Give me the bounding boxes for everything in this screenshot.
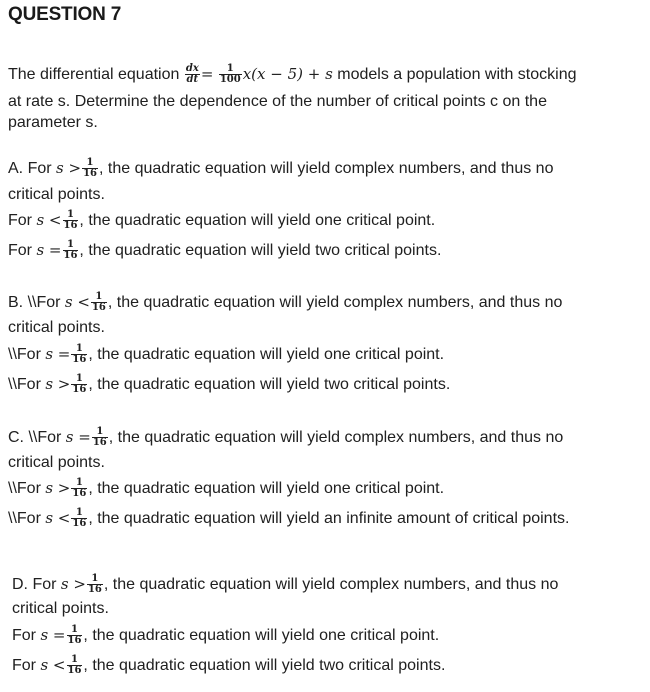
option-a-line-1b: critical points. — [8, 186, 105, 203]
text-segment: For — [12, 627, 36, 644]
text-segment: \\For — [8, 480, 41, 497]
option-b-line-1b: critical points. — [8, 319, 105, 336]
text-segment: , the quadratic equation will yield complex numbers, and thus no — [107, 294, 563, 311]
text-segment: 1 — [67, 655, 83, 666]
option-c-line-2 — [8, 478, 444, 499]
text-segment: , the quadratic equation will yield complex numbers, and thus no — [103, 576, 559, 593]
option-b-line-2 — [8, 344, 444, 365]
text-segment: For — [12, 657, 36, 674]
option-a-line-3 — [8, 240, 441, 261]
text-segment: 1 — [82, 158, 98, 169]
option-d-line-3 — [12, 655, 445, 676]
text-segment: , the quadratic equation will yield an infinite amount of critical points. — [88, 510, 570, 527]
option-c-line-3 — [8, 508, 569, 529]
text-segment: A. For — [8, 160, 52, 177]
one-sixteenth-fraction — [63, 240, 79, 261]
one-sixteenth-fraction — [71, 478, 87, 499]
text-segment: , the quadratic equation will yield one critical point. — [88, 480, 445, 497]
text-segment: 16 — [91, 302, 106, 314]
text-segment: 1 — [71, 508, 87, 519]
math-variable: s < — [36, 211, 62, 229]
text-segment: 16 — [63, 250, 78, 262]
text-segment: 16 — [67, 635, 82, 647]
text-segment: 1 — [219, 64, 242, 75]
text-segment: 1 — [71, 344, 87, 355]
derivative-fraction — [185, 64, 200, 85]
text-segment: 1 — [71, 374, 87, 385]
text-segment: = — [200, 65, 214, 83]
math-variable: s < — [64, 293, 90, 311]
option-c-line-1[interactable] — [8, 427, 563, 448]
math-variable: s = — [40, 626, 66, 644]
question-title: QUESTION 7 — [8, 4, 122, 25]
text-segment: , the quadratic equation will yield two critical points. — [88, 376, 451, 393]
one-sixteenth-fraction — [63, 210, 79, 231]
math-variable: s = — [65, 428, 91, 446]
option-d-line-1b: critical points. — [12, 600, 109, 617]
text-segment: \\For — [8, 346, 41, 363]
text-segment: 100 — [219, 74, 241, 86]
text-segment: 16 — [72, 488, 87, 500]
text-segment: 16 — [67, 665, 82, 677]
option-a-line-1[interactable] — [8, 158, 553, 179]
question-stem-line-1 — [8, 64, 577, 85]
text-segment: B. \\For — [8, 294, 61, 311]
text-segment: 16 — [72, 518, 87, 530]
math-variable: s < — [40, 656, 66, 674]
math-variable: s > — [45, 479, 71, 497]
one-sixteenth-fraction — [67, 625, 83, 646]
math-variable: s = — [45, 345, 71, 363]
text-segment: 1 — [92, 427, 108, 438]
hundredth-fraction — [219, 64, 242, 85]
text-segment: , the quadratic equation will yield complex numbers, and thus no — [108, 429, 564, 446]
one-sixteenth-fraction — [87, 574, 103, 595]
text-segment: C. \\For — [8, 429, 62, 446]
text-segment: D. For — [12, 576, 57, 593]
text-segment: dt — [186, 74, 199, 86]
text-segment: 16 — [92, 437, 107, 449]
text-segment: 1 — [63, 210, 79, 221]
text-segment: \\For — [8, 376, 41, 393]
option-b-line-1[interactable] — [8, 292, 562, 313]
option-c-line-1b: critical points. — [8, 454, 105, 471]
math-variable: s > — [60, 575, 86, 593]
text-segment: , the quadratic equation will yield one critical point. — [88, 346, 445, 363]
text-segment: 1 — [87, 574, 103, 585]
text-segment: \\For — [8, 510, 41, 527]
one-sixteenth-fraction — [71, 344, 87, 365]
one-sixteenth-fraction — [92, 427, 108, 448]
one-sixteenth-fraction — [71, 374, 87, 395]
stem-post: models a population with stocking — [337, 66, 577, 83]
option-d-line-1[interactable] — [12, 574, 558, 595]
text-segment: 16 — [72, 354, 87, 366]
option-a-line-2 — [8, 210, 435, 231]
text-segment: 1 — [91, 292, 107, 303]
text-segment: 16 — [72, 384, 87, 396]
option-b-line-3 — [8, 374, 450, 395]
text-segment: dx — [185, 63, 199, 75]
text-segment: 1 — [71, 478, 87, 489]
text-segment: 16 — [63, 220, 78, 232]
one-sixteenth-fraction — [67, 655, 83, 676]
text-segment: , the quadratic equation will yield one critical point. — [83, 627, 440, 644]
text-segment: For — [8, 242, 32, 259]
text-segment: , the quadratic equation will yield two critical points. — [79, 242, 442, 259]
math-variable: s > — [56, 159, 82, 177]
math-variable: s = — [36, 241, 62, 259]
text-segment: , the quadratic equation will yield two critical points. — [83, 657, 446, 674]
text-segment: 1 — [67, 625, 83, 636]
text-segment: For — [8, 212, 32, 229]
equation-rhs: x(x − 5) + s — [242, 65, 333, 83]
option-d-line-2 — [12, 625, 439, 646]
question-stem-line-2: at rate s. Determine the dependence of the number of critical points c on the — [8, 93, 547, 110]
one-sixteenth-fraction — [71, 508, 87, 529]
math-variable: s < — [45, 509, 71, 527]
text-segment: 1 — [63, 240, 79, 251]
one-sixteenth-fraction — [91, 292, 107, 313]
text-segment: , the quadratic equation will yield one critical point. — [79, 212, 436, 229]
one-sixteenth-fraction — [82, 158, 98, 179]
math-variable: s > — [45, 375, 71, 393]
text-segment: , the quadratic equation will yield complex numbers, and thus no — [98, 160, 554, 177]
text-segment: 16 — [87, 584, 102, 596]
question-stem-line-3: parameter s. — [8, 114, 98, 131]
text-segment: 16 — [83, 168, 97, 180]
stem-pre: The differential equation — [8, 66, 180, 83]
